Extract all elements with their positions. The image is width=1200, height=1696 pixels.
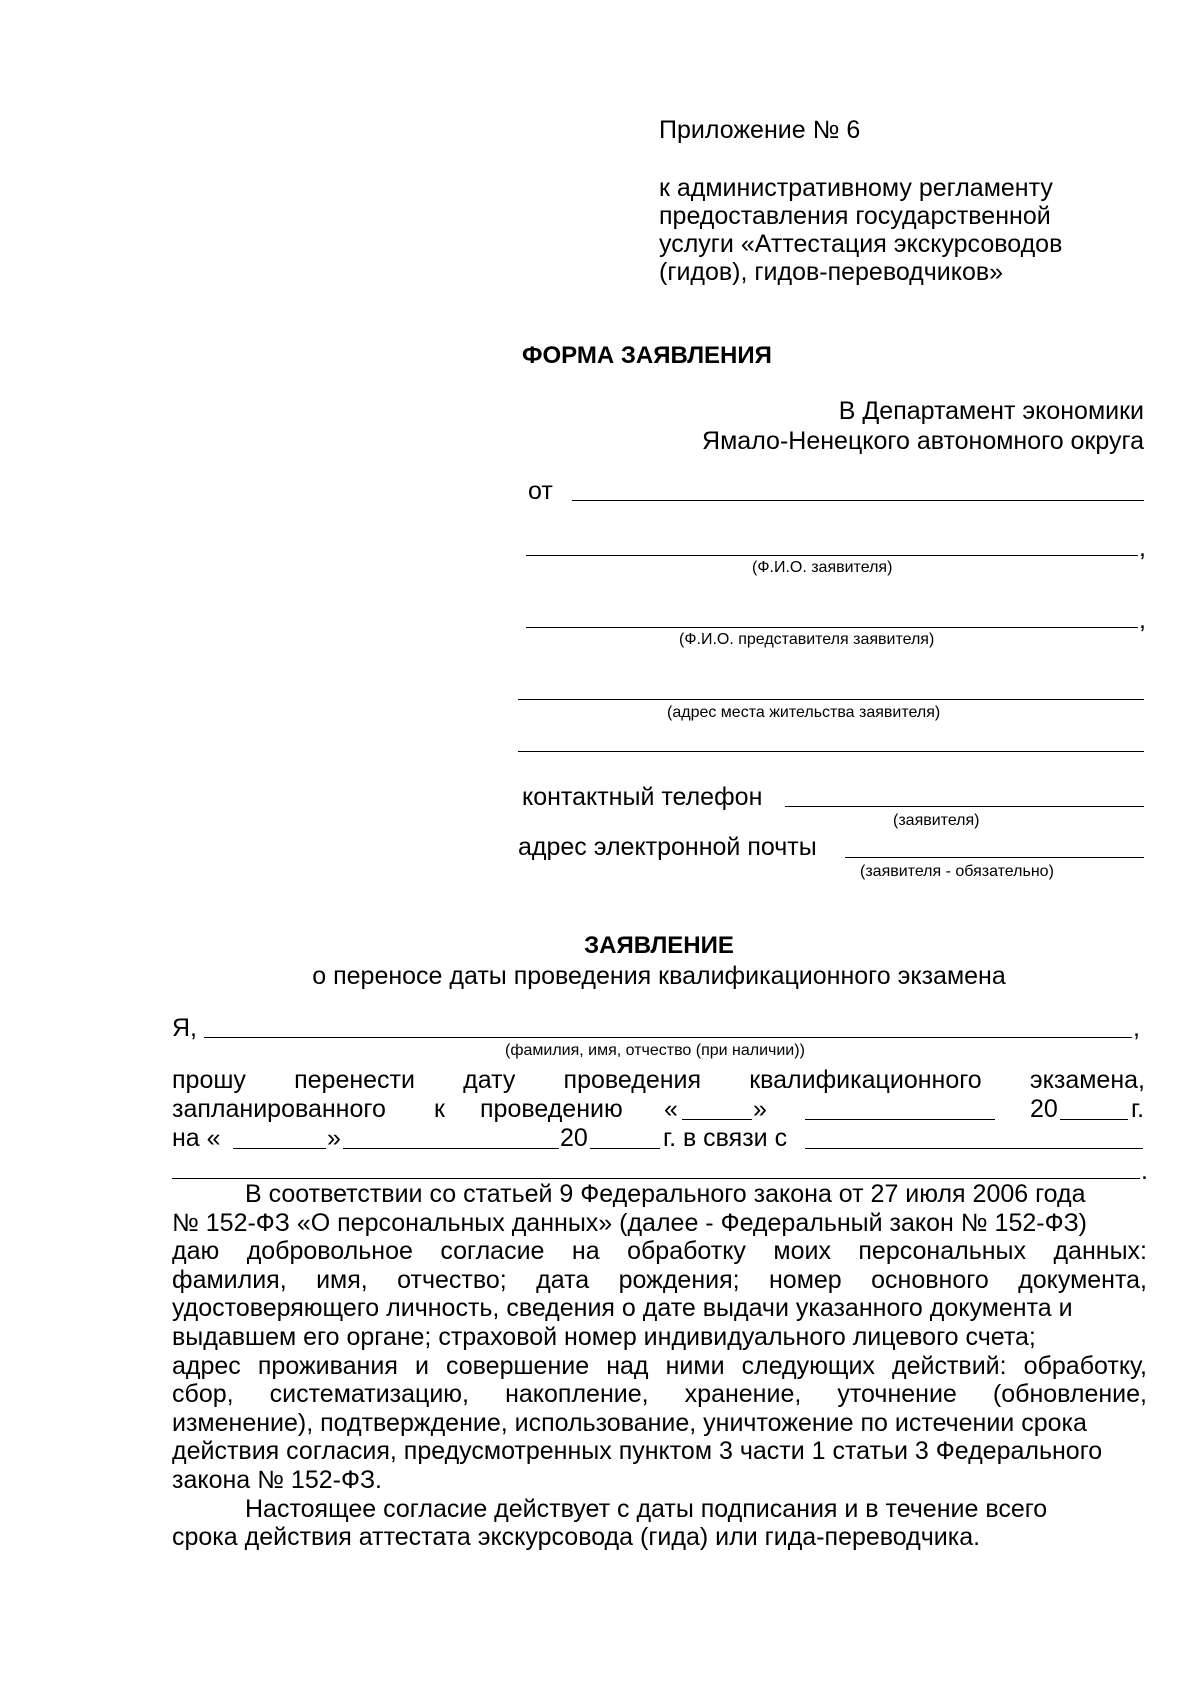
reason-label: г. в связи с xyxy=(663,1124,788,1152)
statement-title: ЗАЯВЛЕНИЕ xyxy=(584,932,734,959)
addressee-line-2: Ямало-Ненецкого автономного округа xyxy=(702,427,1144,455)
planned-label: запланированного xyxy=(172,1095,386,1123)
consent-line: сбор, систематизацию, накопление, хранение, уточнение (обновление, xyxy=(172,1380,1147,1409)
fullname-input-line[interactable] xyxy=(204,1037,1132,1038)
representative-caption: (Ф.И.О. представителя заявителя) xyxy=(679,631,935,648)
appendix-line: к административному регламенту xyxy=(659,174,1053,202)
planned-year-prefix: 20 xyxy=(1030,1095,1058,1123)
fullname-comma: , xyxy=(1133,1014,1140,1042)
consent-line: выдавшем его органе; страховой номер индивидуального лицевого счета; xyxy=(172,1322,1036,1351)
validity-line: Настоящее согласие действует с даты подписания и в течение всего xyxy=(245,1494,1048,1523)
appendix-number: Приложение № 6 xyxy=(659,116,861,144)
consent-line: адрес проживания и совершение над ними следующих действий: обработку, xyxy=(172,1351,1147,1380)
request-word: экзамена, xyxy=(1029,1066,1145,1094)
planned-day-line[interactable] xyxy=(682,1119,752,1120)
request-word: дату xyxy=(463,1066,516,1094)
address-line-2[interactable] xyxy=(518,751,1144,752)
consent-line: удостоверяющего личность, сведения о дате выдачи указанного документа и xyxy=(172,1294,1073,1323)
form-title: ФОРМА ЗАЯВЛЕНИЯ xyxy=(522,342,772,369)
new-date-close-quote: » xyxy=(327,1124,341,1152)
k-label: к xyxy=(434,1095,445,1123)
applicant-comma: , xyxy=(1139,534,1146,562)
reason-line-2[interactable] xyxy=(172,1178,1140,1179)
phone-input-line[interactable] xyxy=(785,806,1144,807)
reason-line-1[interactable] xyxy=(805,1148,1143,1149)
email-caption: (заявителя - обязательно) xyxy=(860,863,1054,880)
consent-line: № 152-ФЗ «О персональных данных» (далее - Федеральный закон № 152-ФЗ) xyxy=(172,1208,1088,1237)
representative-comma: , xyxy=(1139,606,1146,634)
request-word: прошу xyxy=(172,1066,246,1094)
email-label: адрес электронной почты xyxy=(518,833,817,861)
request-word: проведения xyxy=(563,1066,702,1094)
reason-period: . xyxy=(1141,1157,1148,1185)
new-month-line[interactable] xyxy=(343,1148,559,1149)
statement-subtitle: о переносе даты проведения квалификационного экзамена xyxy=(312,962,1006,990)
consent-line: действия согласия, предусмотренных пунктом 3 части 1 статьи 3 Федерального xyxy=(172,1437,1103,1466)
request-word: квалификационного xyxy=(749,1066,982,1094)
consent-line: даю добровольное согласие на обработку моих персональных данных: xyxy=(172,1237,1147,1266)
planned-year-line[interactable] xyxy=(1060,1119,1128,1120)
applicant-caption: (Ф.И.О. заявителя) xyxy=(752,559,893,576)
ya-label: Я, xyxy=(172,1014,197,1042)
address-caption: (адрес места жительства заявителя) xyxy=(667,704,941,721)
new-year-line[interactable] xyxy=(590,1148,660,1149)
request-word: перенести xyxy=(294,1066,415,1094)
phone-label: контактный телефон xyxy=(522,783,763,811)
addressee-line-1: В Департамент экономики xyxy=(838,397,1144,425)
new-date-label: на « xyxy=(172,1124,221,1152)
new-day-line[interactable] xyxy=(233,1148,326,1149)
appendix-line: предоставления государственной xyxy=(659,202,1051,230)
address-line-1[interactable] xyxy=(518,699,1144,700)
appendix-description xyxy=(659,174,1062,286)
consent-line: фамилия, имя, отчество; дата рождения; номер основного документа, xyxy=(172,1265,1147,1294)
email-input-line[interactable] xyxy=(845,857,1144,858)
open-quote: « xyxy=(664,1095,678,1123)
conduct-label: проведению xyxy=(480,1095,623,1123)
consent-line: изменение), подтверждение, использование, уничтожение по истечении срока xyxy=(172,1408,1087,1437)
consent-line: закона № 152-ФЗ. xyxy=(172,1465,382,1494)
consent-paragraph xyxy=(172,1180,1147,1552)
close-quote: » xyxy=(753,1095,767,1123)
new-year-prefix: 20 xyxy=(560,1124,588,1152)
appendix-line: услуги «Аттестация экскурсоводов xyxy=(659,230,1063,258)
validity-line: срока действия аттестата экскурсовода (гида) или гида-переводчика. xyxy=(172,1523,981,1552)
planned-year-suffix: г. xyxy=(1131,1095,1145,1123)
appendix-line: (гидов), гидов-переводчиков» xyxy=(659,258,1004,286)
phone-caption: (заявителя) xyxy=(893,812,980,829)
request-line xyxy=(172,1066,1145,1094)
consent-line: В соответствии со статьей 9 Федерального закона от 27 июля 2006 года xyxy=(245,1180,1086,1208)
applicant-name-line[interactable] xyxy=(526,555,1138,556)
planned-month-line[interactable] xyxy=(805,1119,995,1120)
fullname-caption: (фамилия, имя, отчество (при наличии)) xyxy=(505,1042,805,1059)
representative-name-line[interactable] xyxy=(526,627,1138,628)
from-label: от xyxy=(528,477,553,505)
from-input-line[interactable] xyxy=(572,500,1144,501)
